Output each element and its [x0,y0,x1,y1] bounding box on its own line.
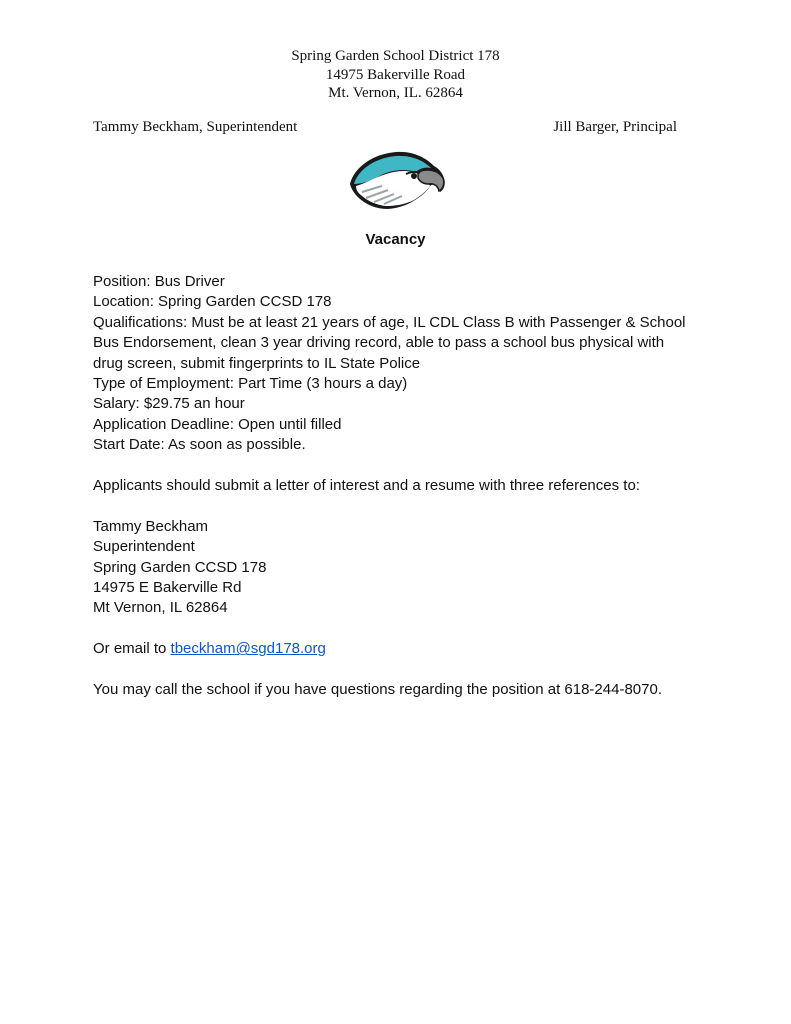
district-street: 14975 Bakerville Road [325,66,466,83]
application-instructions: Applicants should submit a letter of interest and a resume with three references to: [93,477,640,495]
detail-qualifications: Qualifications: Must be at least 21 years of age, IL CDL Class B with Passenger & School Bus Endorsement, clean 3 year driving record, able to pass a school bus physical with drug screen, submit fingerprints to IL State Police [93,313,686,372]
detail-salary: Salary: $29.75 an hour [93,395,245,413]
contact-title: Superintendent [93,538,195,556]
principal-name: Jill Barger, Principal [553,119,677,135]
leadership-line [93,119,677,136]
detail-location: Location: Spring Garden CCSD 178 [93,293,332,311]
contact-city: Mt Vernon, IL 62864 [93,599,228,617]
eagle-head-logo [344,146,448,214]
email-prefix: Or email to [93,640,171,658]
vacancy-heading: Vacancy [365,231,426,248]
district-name: Spring Garden School District 178 [291,48,500,64]
detail-start-date: Start Date: As soon as possible. [93,436,306,454]
contact-name: Tammy Beckham [93,517,209,535]
email-line [93,639,693,659]
letterhead [0,47,791,103]
detail-deadline: Application Deadline: Open until filled [93,415,342,433]
closing-note: You may call the school if you have questions regarding the position at 618-244-8070. [93,681,662,699]
superintendent-name: Tammy Beckham, Superintendent [93,119,298,135]
vacancy-body [93,272,693,700]
detail-position: Position: Bus Driver [93,273,225,290]
contact-street: 14975 E Bakerville Rd [93,579,242,597]
email-link[interactable]: tbeckham@sgd178.org [170,640,326,658]
contact-organization: Spring Garden CCSD 178 [93,558,267,576]
district-city: Mt. Vernon, IL. 62864 [328,85,463,101]
detail-employment-type: Type of Employment: Part Time (3 hours a day) [93,375,408,393]
